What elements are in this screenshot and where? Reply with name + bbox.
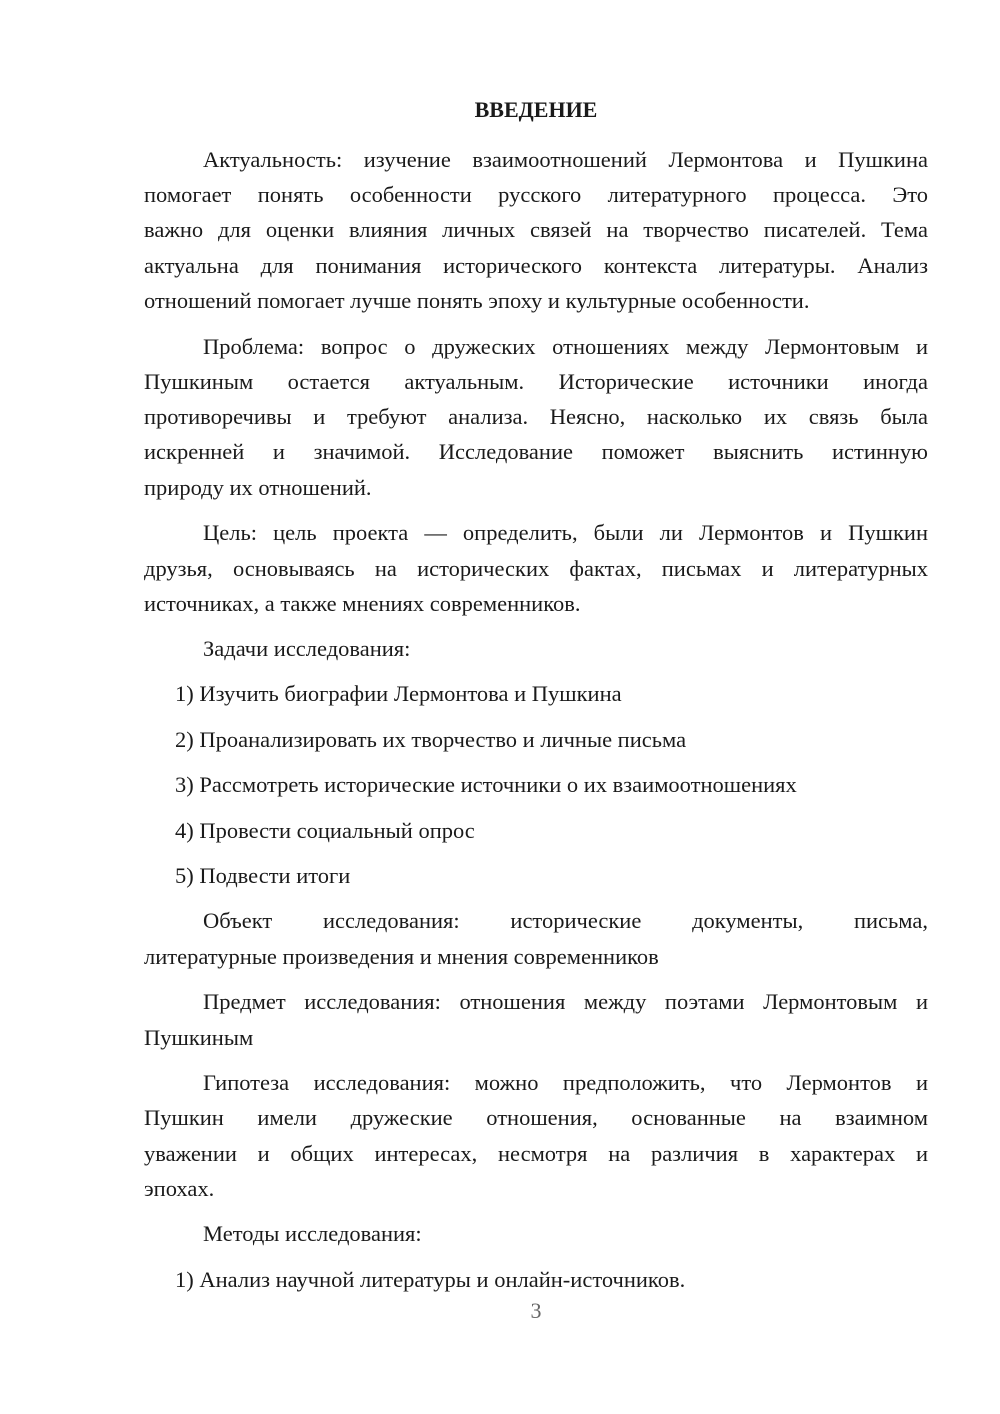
paragraph-line: Проблема: вопрос о дружеских отношениях между Лермонтовым и [203, 334, 928, 359]
tasks-heading: Задачи исследования: [203, 636, 411, 661]
paragraph-line: Предмет исследования: отношения между поэтами Лермонтовым и [203, 989, 928, 1014]
paragraph-line: Пушкиным остается актуальным. Исторические источники иногда [144, 369, 928, 394]
paragraph-line: источниках, а также мнениях современников. [144, 591, 581, 616]
list-item: 4) Провести социальный опрос [175, 818, 475, 843]
paragraph-line: важно для оценки влияния личных связей на творчество писателей. Тема [144, 217, 928, 242]
paragraph-line: актуальна для понимания исторического контекста литературы. Анализ [144, 253, 928, 278]
list-item: 1) Анализ научной литературы и онлайн-источников. [175, 1267, 686, 1292]
list-item: 2) Проанализировать их творчество и личные письма [175, 727, 687, 752]
list-item: 3) Рассмотреть исторические источники о их взаимоотношениях [175, 772, 797, 797]
paragraph-line: помогает понять особенности русского литературного процесса. Это [144, 182, 928, 207]
paragraph-line: друзья, основываясь на исторических фактах, письмах и литературных [144, 556, 928, 581]
paragraph-line: природу их отношений. [144, 475, 372, 500]
paragraph-line: Цель: цель проекта — определить, были ли Лермонтов и Пушкин [203, 520, 928, 545]
paragraph-line: уважении и общих интересах, несмотря на различия в характерах и [144, 1141, 928, 1166]
list-item: 5) Подвести итоги [175, 863, 351, 888]
paragraph-line: эпохах. [144, 1176, 215, 1201]
paragraph-line: литературные произведения и мнения современников [144, 944, 659, 969]
paragraph-line: Гипотеза исследования: можно предположить, что Лермонтов и [203, 1070, 928, 1095]
paragraph-line: отношений помогает лучше понять эпоху и культурные особенности. [144, 288, 810, 313]
page-title: ВВЕДЕНИЕ [474, 97, 598, 122]
paragraph-line: Объект исследования: исторические документы, письма, [203, 908, 928, 933]
page-number: 3 [530, 1298, 542, 1323]
paragraph-line: противоречивы и требуют анализа. Неясно, насколько их связь была [144, 404, 928, 429]
methods-heading: Методы исследования: [203, 1221, 422, 1246]
paragraph-line: Актуальность: изучение взаимоотношений Лермонтова и Пушкина [203, 147, 928, 172]
list-item: 1) Изучить биографии Лермонтова и Пушкина [175, 681, 622, 706]
paragraph-line: искренней и значимой. Исследование поможет выяснить истинную [144, 439, 928, 464]
paragraph-line: Пушкиным [144, 1025, 254, 1050]
paragraph-line: Пушкин имели дружеские отношения, основанные на взаимном [144, 1105, 928, 1130]
